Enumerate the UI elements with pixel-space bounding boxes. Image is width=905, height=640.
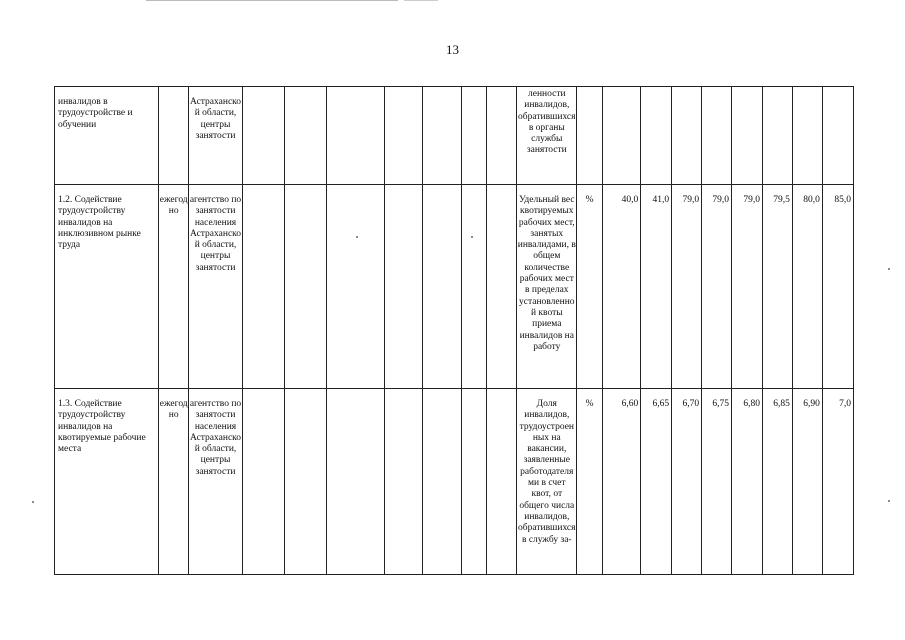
empty-cell [327, 389, 385, 575]
empty-cell [385, 185, 423, 389]
empty-cell [242, 185, 284, 389]
value-cell: 6,60 [603, 389, 641, 575]
value-cell: 6,80 [732, 389, 763, 575]
executor-cell: агентство по занятости населения Астраханской области, центры занятости [189, 389, 243, 575]
value-cell: 6,85 [762, 389, 792, 575]
value-cell [792, 87, 822, 185]
measure-cell: 1.2. Содействие трудоустройству инвалидов на инклюзивном рынке труда [55, 185, 159, 389]
indicator-cell: Удельный вес квотируемых рабочих мест, занятых инвалидами, в общем количестве рабочих мест в пределах установленной квоты приема инвалидов на работу [517, 185, 577, 389]
table-row [55, 389, 854, 575]
value-cell: 6,70 [672, 389, 702, 575]
empty-cell [487, 389, 517, 575]
value-cell [762, 87, 792, 185]
empty-cell [461, 185, 487, 389]
value-cell: 6,90 [792, 389, 822, 575]
value-cell [822, 87, 853, 185]
empty-cell [327, 185, 385, 389]
indicator-cell: Доля инвалидов, трудоустроенных на вакансии, заявленные работодателями в счет квот, от общего числа инвалидов, обратившихся в службу за- [517, 389, 577, 575]
unit-cell: % [577, 185, 603, 389]
executor-cell: Астраханской области, центры занятости [189, 87, 243, 185]
value-cell: 80,0 [792, 185, 822, 389]
value-cell: 40,0 [603, 185, 641, 389]
unit-cell: % [577, 389, 603, 575]
empty-cell [423, 185, 461, 389]
measure-cell: 1.3. Содействие трудоустройству инвалидов на квотируемые рабочие места [55, 389, 159, 575]
scan-top-line [146, 0, 398, 1]
value-cell [603, 87, 641, 185]
empty-cell [423, 389, 461, 575]
empty-cell [327, 87, 385, 185]
scan-speck [471, 236, 473, 238]
value-cell: 79,0 [732, 185, 763, 389]
value-cell: 85,0 [822, 185, 853, 389]
empty-cell [461, 389, 487, 575]
empty-cell [285, 185, 327, 389]
program-table [54, 86, 854, 575]
scan-speck [888, 500, 890, 502]
table-row [55, 185, 854, 389]
value-cell [641, 87, 672, 185]
scan-speck [888, 268, 890, 270]
empty-cell [461, 87, 487, 185]
value-cell: 79,5 [762, 185, 792, 389]
scan-top-line-right [404, 0, 438, 1]
unit-cell [577, 87, 603, 185]
value-cell [732, 87, 763, 185]
term-cell: ежегодно [159, 389, 189, 575]
term-cell: ежегодно [159, 185, 189, 389]
empty-cell [385, 87, 423, 185]
measure-cell: инвалидов в трудоустройстве и обучении [55, 87, 159, 185]
indicator-cell: ленности инвалидов, обратившихся в органы службы занятости [517, 87, 577, 185]
term-cell [159, 87, 189, 185]
empty-cell [242, 389, 284, 575]
empty-cell [385, 389, 423, 575]
scan-speck [32, 501, 34, 503]
value-cell [672, 87, 702, 185]
value-cell: 41,0 [641, 185, 672, 389]
value-cell: 6,65 [641, 389, 672, 575]
empty-cell [285, 389, 327, 575]
scan-speck [356, 236, 358, 238]
value-cell: 6,75 [702, 389, 732, 575]
table-row [55, 87, 854, 185]
value-cell: 79,0 [702, 185, 732, 389]
empty-cell [487, 87, 517, 185]
page-number: 13 [446, 42, 459, 57]
value-cell: 7,0 [822, 389, 853, 575]
value-cell: 79,0 [672, 185, 702, 389]
empty-cell [285, 87, 327, 185]
executor-cell: агентство по занятости населения Астраханской области, центры занятости [189, 185, 243, 389]
empty-cell [242, 87, 284, 185]
empty-cell [423, 87, 461, 185]
value-cell [702, 87, 732, 185]
empty-cell [487, 185, 517, 389]
